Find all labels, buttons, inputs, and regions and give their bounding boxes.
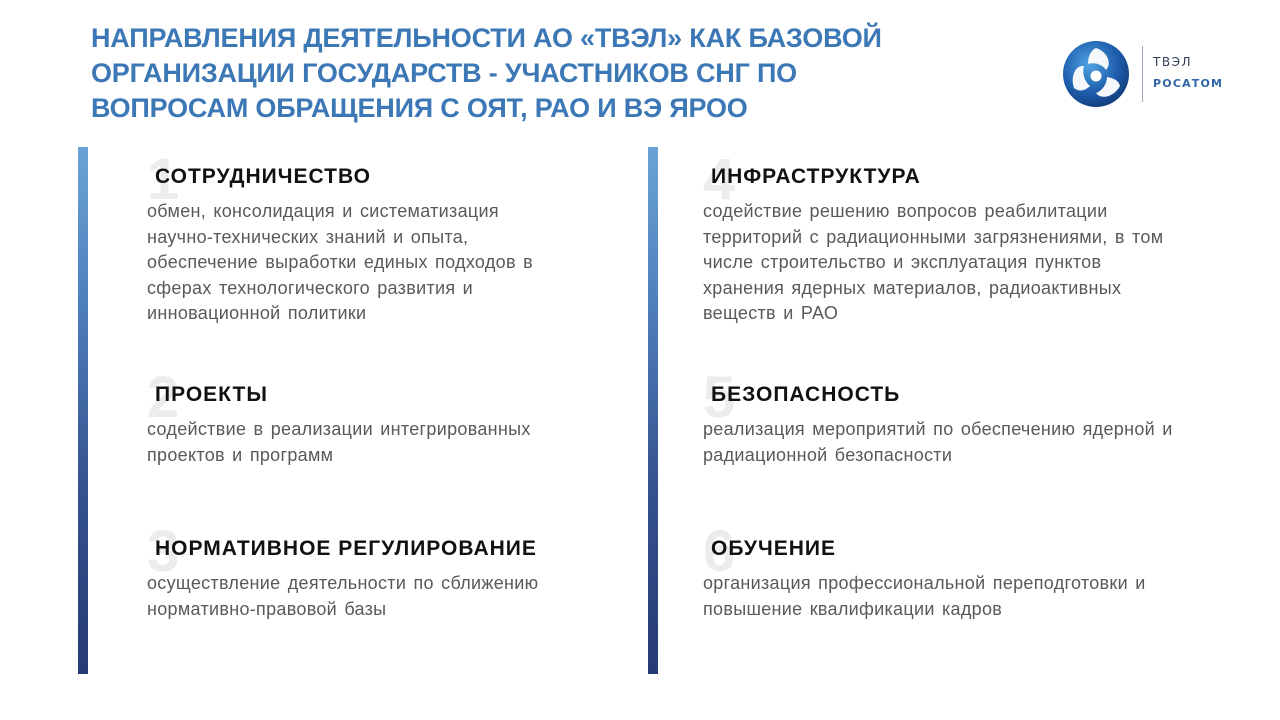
item-number: 2 [147, 365, 180, 430]
logo-rosatom-text: РОСАТОМ [1153, 77, 1224, 90]
item-description [703, 417, 1173, 468]
item-text-line: хранения ядерных материалов, радиоактивных [703, 277, 1122, 298]
item-heading: БЕЗОПАСНОСТЬ [711, 383, 901, 406]
right-accent-bar [648, 147, 658, 674]
item-text-line: веществ и РАО [703, 303, 839, 323]
item-text-line: территорий с радиационными загрязнениями, в том [703, 226, 1164, 247]
item-description [703, 199, 1163, 327]
page-title [91, 21, 991, 126]
item-number: 1 [147, 147, 180, 212]
left-accent-bar [78, 147, 88, 674]
item-text-line: сферах технологического развития и [147, 277, 474, 298]
item-number: 5 [703, 365, 736, 430]
item-text-line: научно-технических знаний и опыта, [147, 226, 469, 247]
tvel-rosatom-logo [1062, 40, 1232, 106]
item-description [147, 199, 533, 327]
item-description [147, 571, 538, 622]
item-number: 6 [703, 519, 736, 584]
item-heading: НОРМАТИВНОЕ РЕГУЛИРОВАНИЕ [155, 537, 537, 560]
item-text-line: содействие в реализации интегрированных [147, 419, 531, 439]
item-text-line: обеспечение выработки единых подходов в [147, 252, 533, 272]
item-text-line: числе строительство и эксплуатация пунктов [703, 252, 1102, 272]
item-text-line: осуществление деятельности по сближению [147, 573, 539, 593]
item-text-line: реализация мероприятий по обеспечению ядерной и [703, 419, 1173, 439]
item-text-line: радиационной безопасности [703, 444, 953, 465]
item-number: 3 [147, 519, 180, 584]
item-description [703, 571, 1146, 622]
title-line-3: ВОПРОСАМ ОБРАЩЕНИЯ С ОЯТ, РАО И ВЭ ЯРОО [91, 93, 748, 123]
title-line-2: ОРГАНИЗАЦИИ ГОСУДАРСТВ - УЧАСТНИКОВ СНГ ПО [91, 58, 797, 88]
item-text-line: повышение квалификации кадров [703, 598, 1003, 619]
logo-tvel-text: ТВЭЛ [1153, 55, 1192, 69]
item-text-line: инновационной политики [147, 303, 367, 323]
item-text-line: обмен, консолидация и систематизация [147, 201, 499, 221]
item-text-line: проектов и программ [147, 444, 334, 465]
item-number: 4 [703, 147, 736, 212]
rosatom-emblem-icon [1062, 40, 1130, 108]
item-heading: СОТРУДНИЧЕСТВО [155, 165, 371, 188]
item-heading: ПРОЕКТЫ [155, 383, 268, 406]
item-description [147, 417, 531, 468]
logo-divider [1142, 46, 1143, 102]
item-text-line: нормативно-правовой базы [147, 598, 387, 619]
item-heading: ИНФРАСТРУКТУРА [711, 165, 921, 188]
item-heading: ОБУЧЕНИЕ [711, 537, 836, 560]
item-text-line: организация профессиональной переподготовки и [703, 573, 1146, 593]
title-line-1: НАПРАВЛЕНИЯ ДЕЯТЕЛЬНОСТИ АО «ТВЭЛ» КАК БАЗОВОЙ [91, 23, 882, 53]
item-text-line: содействие решению вопросов реабилитации [703, 201, 1108, 221]
